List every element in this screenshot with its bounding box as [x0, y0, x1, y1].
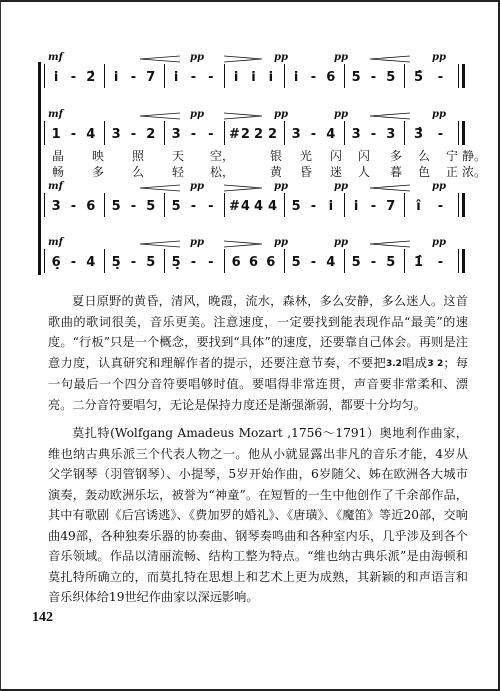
final-barline-thick	[462, 249, 465, 273]
barline	[344, 193, 345, 217]
lyric-syllable: 照	[132, 149, 145, 163]
lyrics-line-2	[44, 163, 487, 179]
note: i	[113, 69, 120, 85]
note: 7	[386, 198, 397, 214]
lyric-syllable: 昏	[300, 165, 313, 179]
measure	[108, 197, 160, 215]
score-part-4	[44, 253, 464, 271]
barline	[164, 193, 165, 217]
final-barline-thick	[462, 193, 465, 217]
barline	[344, 249, 345, 273]
note: -	[130, 69, 138, 85]
lyric-syllable: 么	[418, 149, 431, 163]
note: -	[70, 126, 78, 142]
barline	[284, 64, 285, 88]
note: -	[130, 126, 138, 142]
lyric-syllable: 映	[92, 149, 105, 163]
note: 7	[146, 69, 157, 85]
measure	[168, 68, 220, 86]
note: 6	[248, 254, 259, 270]
lyric-syllable: 银	[270, 149, 283, 163]
crescendo-hairpin	[140, 184, 180, 192]
note: -	[208, 69, 215, 85]
dynamic-marking: pp	[334, 52, 348, 63]
note: 2	[267, 126, 278, 142]
lyric-syllable: 多	[390, 149, 403, 163]
note: 6	[231, 254, 242, 270]
dynamic-marking: pp	[334, 109, 348, 120]
barline	[164, 121, 165, 145]
diminuendo-hairpin	[224, 55, 262, 63]
crescendo-hairpin	[140, 240, 180, 248]
note: -	[370, 198, 378, 214]
note: 3̂	[413, 126, 425, 142]
note: -	[70, 254, 78, 270]
barline	[224, 193, 225, 217]
barline	[44, 64, 45, 88]
lyric-syllable: 静。	[462, 149, 487, 163]
barline	[404, 64, 405, 88]
final-barline-thin	[458, 121, 459, 145]
score-part-1	[44, 68, 464, 86]
note: 5	[291, 198, 302, 214]
lyric-syllable: 空，	[210, 149, 235, 163]
score-part-2	[44, 125, 464, 143]
note: -	[130, 198, 138, 214]
barline	[104, 64, 105, 88]
dynamic-marking: pp	[274, 237, 288, 248]
note: 6̣	[51, 254, 62, 270]
note: -	[190, 254, 198, 270]
lyric-syllable: 浓。	[462, 165, 487, 179]
note: 4	[326, 126, 337, 142]
note: -	[370, 126, 378, 142]
measure	[408, 68, 452, 86]
note: 2	[253, 126, 264, 142]
note: -	[208, 198, 215, 214]
note: i	[353, 198, 360, 214]
note: -	[130, 254, 138, 270]
dynamic-marking: pp	[190, 237, 204, 248]
note: 3	[386, 126, 397, 142]
measure	[228, 253, 280, 271]
measure	[228, 197, 280, 215]
rhythm-example-even: 3 2	[427, 358, 444, 369]
lyric-syllable: 宁	[446, 149, 459, 163]
lyric-syllable: 色	[418, 165, 431, 179]
note: -	[370, 69, 378, 85]
note: 1̂	[413, 254, 425, 270]
barline	[44, 121, 45, 145]
note: 4	[253, 198, 264, 214]
barline	[344, 121, 345, 145]
dynamic-marking: pp	[432, 181, 446, 192]
note: -	[437, 198, 445, 214]
note: i	[233, 69, 240, 85]
note: -	[437, 254, 445, 270]
note: 5̣	[171, 254, 182, 270]
measure	[408, 253, 452, 271]
barline	[164, 249, 165, 273]
lyrics-line-1	[44, 147, 487, 163]
barline	[44, 249, 45, 273]
dynamic-marking: pp	[432, 109, 446, 120]
crescendo-hairpin	[370, 55, 410, 63]
dynamic-marking: mf	[48, 52, 63, 63]
final-barline-thin	[458, 193, 459, 217]
barline	[404, 121, 405, 145]
lyric-syllable: 闪	[358, 149, 371, 163]
system-bracket	[38, 62, 41, 275]
lyric-syllable: 人	[358, 165, 371, 179]
barline	[104, 193, 105, 217]
barline	[224, 121, 225, 145]
note: 4	[326, 254, 337, 270]
note: 5	[386, 254, 397, 270]
note: 5	[146, 198, 157, 214]
note: -	[70, 198, 78, 214]
crescendo-hairpin	[370, 184, 410, 192]
numbered-musical-score	[34, 0, 487, 285]
note: 3	[51, 198, 62, 214]
measure	[168, 253, 220, 271]
note: -	[310, 69, 318, 85]
measure	[48, 253, 100, 271]
note: i	[328, 198, 335, 214]
note: i	[173, 69, 180, 85]
note: 6	[86, 198, 97, 214]
barline	[104, 121, 105, 145]
note: -	[208, 254, 215, 270]
crescendo-hairpin	[370, 112, 410, 120]
lyric-syllable: 暮	[390, 165, 403, 179]
paragraph-mozart-bio: 莫扎特(Wolfgang Amadeus Mozart ,1756～1791）奥地利作曲家，维也纳古典乐派三个代表人物之一。他从小就显露出非凡的音乐才能，4岁从父学钢琴（羽管钢琴）、小提琴，5岁开始作曲，6岁随父、姊在欧洲各大城市演奏，轰动欧洲乐坛，被誉为“神童”。在短暂的一生中他创作了千余部作品，其中有歌剧《后宫诱逃》、《费加罗的婚礼》、《唐璜》、《魔笛》等近20部，交响曲49部，各种独奏乐器的协奏曲、钢琴奏鸣曲和各种室内乐，几乎涉及到各个音乐领域。作品以清丽流畅、结构工整为特点。“维也纳古典乐派”是由海顿和莫扎特所确立的，而莫扎特在思想上和艺术上更为成熟，其新颖的和声语言和音乐织体给19世纪作曲家以深远影响。	[48, 426, 468, 604]
measure	[288, 253, 340, 271]
lyric-syllable: 晶	[52, 149, 65, 163]
barline	[284, 193, 285, 217]
measure	[348, 253, 400, 271]
measure	[288, 125, 340, 143]
measure	[348, 125, 400, 143]
note: 5	[351, 69, 362, 85]
note: 2	[146, 126, 157, 142]
note: -	[208, 126, 215, 142]
dynamic-marking: mf	[48, 109, 63, 120]
note: #4	[229, 198, 251, 214]
dynamic-marking: mf	[48, 181, 63, 192]
measure	[288, 68, 340, 86]
dynamic-marking: pp	[274, 109, 288, 120]
note: i	[268, 69, 275, 85]
note: 5	[291, 254, 302, 270]
diminuendo-hairpin	[224, 240, 262, 248]
lyric-syllable: 正	[446, 165, 459, 179]
note: -	[310, 198, 318, 214]
lyric-syllable: 畅	[52, 165, 65, 179]
barline	[404, 249, 405, 273]
lyric-syllable: 么	[132, 165, 145, 179]
lyric-syllable: 松，	[210, 165, 235, 179]
note: i	[53, 69, 60, 85]
measure	[48, 197, 100, 215]
note: i	[293, 69, 300, 85]
note: 3	[291, 126, 302, 142]
note: 4	[267, 198, 278, 214]
lyric-syllable: 迷	[330, 165, 343, 179]
rhythm-example-dotted: 3.2	[385, 358, 402, 369]
note: 5	[171, 198, 182, 214]
note: 5̣	[111, 254, 122, 270]
note: 5	[146, 254, 157, 270]
note: 5	[386, 69, 397, 85]
final-barline-thick	[462, 64, 465, 88]
lyric-syllable: 黄	[270, 165, 283, 179]
measure	[408, 125, 452, 143]
measure	[168, 197, 220, 215]
crescendo-hairpin	[370, 240, 410, 248]
dynamic-marking: pp	[190, 109, 204, 120]
barline	[164, 64, 165, 88]
score-part-3	[44, 197, 464, 215]
crescendo-hairpin	[140, 55, 180, 63]
note: -	[310, 254, 318, 270]
note: 4	[86, 126, 97, 142]
note: 3	[351, 126, 362, 142]
measure	[108, 125, 160, 143]
note: 6	[326, 69, 337, 85]
note: -	[70, 69, 78, 85]
final-barline-thin	[458, 249, 459, 273]
lyric-syllable: 天	[172, 149, 185, 163]
lyric-syllable: 多	[92, 165, 105, 179]
barline	[44, 193, 45, 217]
measure	[408, 197, 452, 215]
dynamic-marking: mf	[48, 237, 63, 248]
barline	[344, 64, 345, 88]
note: -	[190, 198, 198, 214]
page-number: 142	[32, 610, 53, 625]
barline	[284, 249, 285, 273]
note: -	[437, 69, 445, 85]
note: 4	[86, 254, 97, 270]
note: 3	[111, 126, 122, 142]
dynamic-marking: pp	[334, 181, 348, 192]
diminuendo-hairpin	[224, 184, 262, 192]
measure	[48, 125, 100, 143]
barline	[224, 249, 225, 273]
note: 2̇	[86, 69, 97, 85]
final-barline-thin	[458, 64, 459, 88]
dynamic-marking: pp	[432, 237, 446, 248]
measure	[228, 68, 280, 86]
note: î	[416, 198, 422, 214]
note: 5	[351, 254, 362, 270]
note: 6	[266, 254, 277, 270]
measure	[108, 68, 160, 86]
note: i	[251, 69, 257, 85]
note: 3	[171, 126, 182, 142]
dynamic-marking: pp	[432, 52, 446, 63]
barline	[404, 193, 405, 217]
measure	[228, 125, 280, 143]
dynamic-marking: pp	[190, 52, 204, 63]
paragraph-performance-notes: 夏日原野的黄昏，清风，晚霞，流水，森林，多么安静，多么迷人。这首歌曲的歌词很美，音乐更美。注意速度，一定要找到能表现作品“最美”的速度。“行板”只是一个概念，要找到“具体”的速度，还要靠自己体会。再则是注意力度，认真研究和理解作者的提示，还要注意节奏，不要把3.2唱成3 2；每一句最后一个四分音符要唱够时值。要唱得非常连贯，声音要非常柔和、漂亮。二分音符要唱匀，无论是保持力度还是渐强渐弱，都要十分均匀。	[48, 294, 469, 412]
measure	[288, 197, 340, 215]
page-frame-left	[0, 0, 1, 691]
note: 5̂	[413, 69, 425, 85]
lyric-syllable: 闪	[330, 149, 343, 163]
note: -	[370, 254, 378, 270]
note: -	[437, 126, 445, 142]
barline	[284, 121, 285, 145]
barline	[104, 249, 105, 273]
dynamic-marking: pp	[274, 181, 288, 192]
measure	[48, 68, 100, 86]
dynamic-marking: pp	[274, 52, 288, 63]
body-text	[48, 291, 468, 608]
crescendo-hairpin	[140, 112, 180, 120]
note: -	[190, 126, 198, 142]
measure	[168, 125, 220, 143]
dynamic-marking: pp	[334, 237, 348, 248]
note: 1	[51, 126, 62, 142]
lyric-syllable: 轻	[172, 165, 185, 179]
final-barline-thick	[462, 121, 465, 145]
note: -	[310, 126, 318, 142]
measure	[348, 197, 400, 215]
note: -	[190, 69, 198, 85]
dynamic-marking: pp	[190, 181, 204, 192]
note: #2	[229, 126, 251, 142]
barline	[224, 64, 225, 88]
lyric-syllable: 光	[300, 149, 313, 163]
measure	[348, 68, 400, 86]
note: 5	[111, 198, 122, 214]
measure	[108, 253, 160, 271]
diminuendo-hairpin	[224, 112, 262, 120]
